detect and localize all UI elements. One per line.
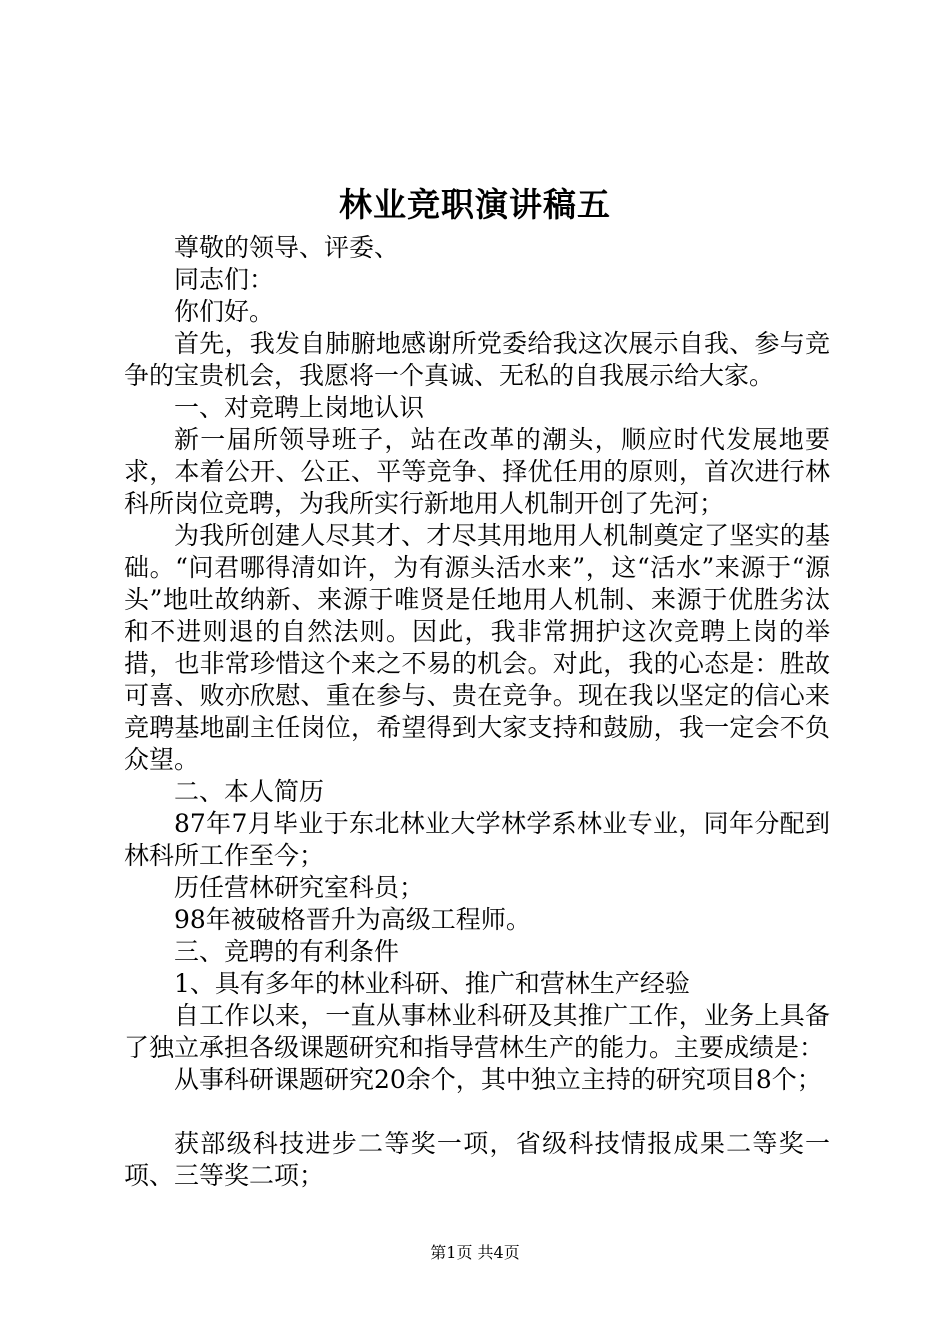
paragraph: 自工作以来，一直从事林业科研及其推广工作，业务上具备了独立承担各级课题研究和指导营林生产的能力。主要成绩是： [124,1001,830,1062]
paragraph: 历任营林研究室科员； [174,873,425,902]
section-heading: 一、对竞聘上岗地认识 [174,393,425,422]
paragraph: 你们好。 [174,297,275,326]
paragraph: 获部级科技进步二等奖一项，省级科技情报成果二等奖一项、三等奖二项； [124,1129,830,1190]
section-heading: 二、本人简历 [174,777,325,806]
blank-line [124,1096,830,1128]
paragraph: 87年7月毕业于东北林业大学林学系林业专业，同年分配到林科所工作至今； [124,809,830,870]
page-footer: 第1页 共4页 [430,1243,520,1262]
paragraph: 为我所创建人尽其才、才尽其用地用人机制奠定了坚实的基础。“问君哪得清如许，为有源头活水来”，这“活水”来源于“源头”地吐故纳新、来源于唯贤是任地用人机制、来源于优胜劣汰和不进则退的自然法则。因此，我非常拥护这次竞聘上岗的举措，也非常珍惜这个来之不易的机会。对此，我的心态是：胜故可喜、败亦欣慰、重在参与、贵在竞争。现在我以坚定的信心来竞聘基地副主任岗位，希望得到大家支持和鼓励，我一定会不负众望。 [124,521,830,774]
paragraph: 尊敬的领导、评委、 [174,233,400,262]
paragraph: 98年被破格晋升为高级工程师。 [174,905,531,934]
paragraph: 从事科研课题研究20余个，其中独立主持的研究项目8个； [174,1065,822,1094]
paragraph: 同志们： [174,265,275,294]
document-title: 林业竞职演讲稿五 [339,185,611,224]
paragraph: 新一届所领导班子，站在改革的潮头，顺应时代发展地要求，本着公开、公正、平等竞争、择优任用的原则，首次进行林科所岗位竞聘，为我所实行新地用人机制开创了先河； [124,425,830,518]
subsection-heading: 1、具有多年的林业科研、推广和营林生产经验 [174,969,690,998]
section-heading: 三、竞聘的有利条件 [174,937,400,966]
document-body [124,232,830,1192]
paragraph: 首先，我发自肺腑地感谢所党委给我这次展示自我、参与竞争的宝贵机会，我愿将一个真诚、无私的自我展示给大家。 [124,329,830,390]
